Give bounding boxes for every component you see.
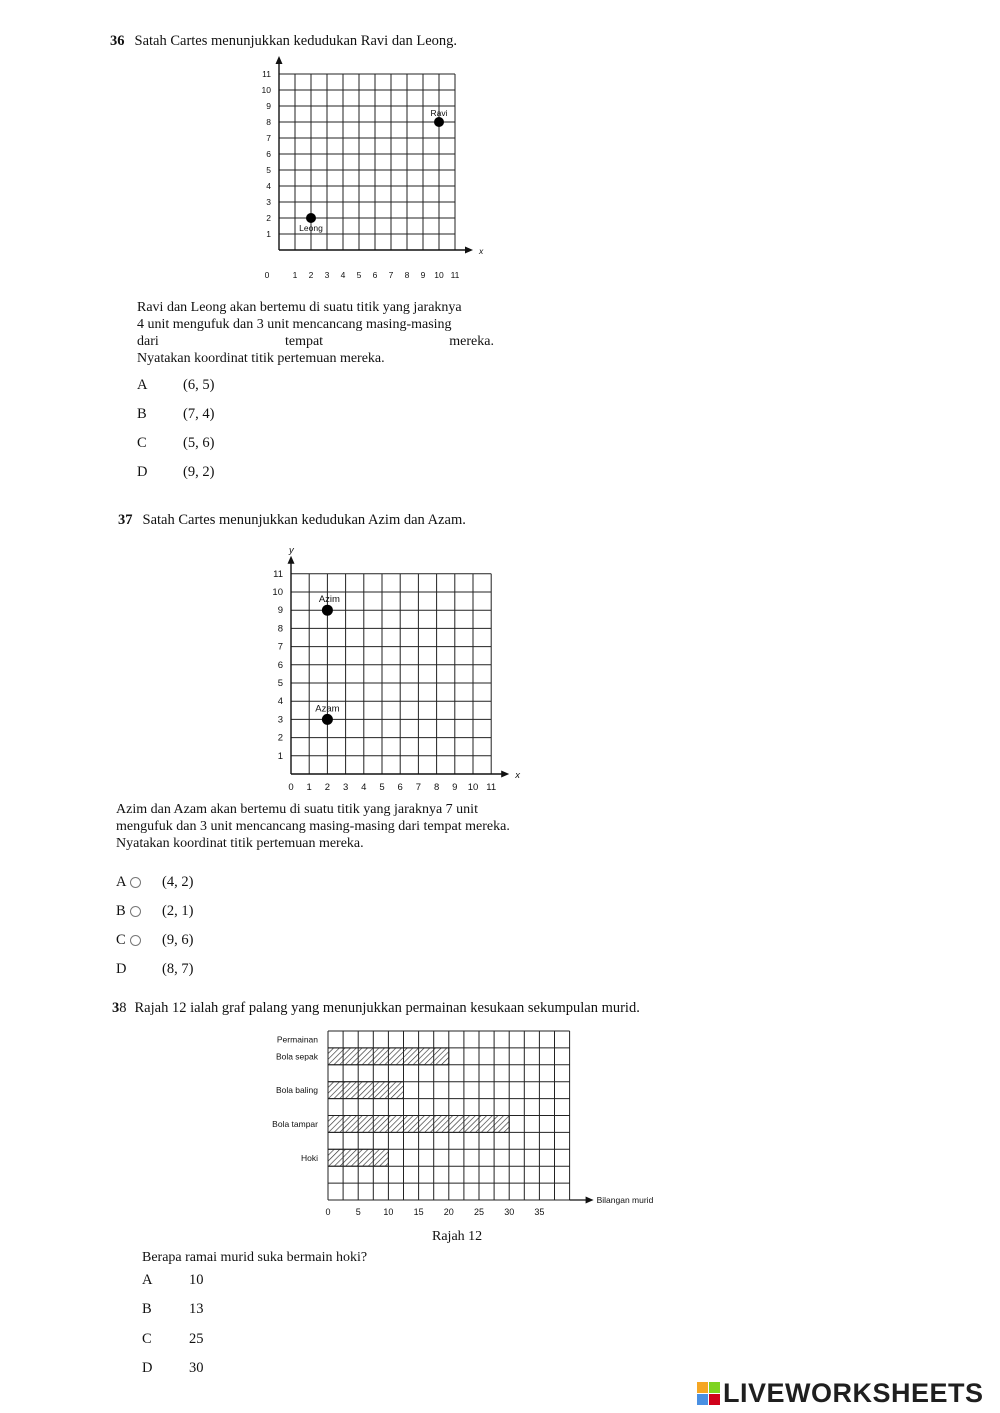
y-tick-label: 11 [273, 568, 283, 580]
x-tick-label: 30 [504, 1207, 515, 1217]
q36-option-d[interactable] [137, 464, 214, 481]
q36-line-3-a: dari [137, 334, 159, 349]
y-tick-label: 8 [277, 623, 283, 635]
q37-number: 37 [118, 512, 133, 528]
q36-question-text [137, 299, 494, 367]
point-label-leong: Leong [299, 223, 323, 233]
logo-square [697, 1394, 708, 1405]
q38-option-letter: D [142, 1360, 153, 1376]
x-tick-label: 1 [306, 782, 312, 793]
q37-line-2: mengufuk dan 3 unit mencancang masing-masing dari tempat mereka. [116, 819, 510, 834]
y-tick-label: 4 [266, 181, 271, 191]
x-axis-arrow-icon [586, 1197, 594, 1204]
x-tick-label: 11 [486, 782, 497, 793]
q36-title-text: Satah Cartes menunjukkan kedudukan Ravi dan Leong. [134, 33, 458, 49]
point-leong [306, 213, 316, 223]
q36-line-2: 4 unit mengufuk dan 3 unit mencancang masing-masing [137, 317, 452, 332]
chart-caption: Rajah 12 [432, 1229, 483, 1244]
y-tick-label: 10 [261, 85, 271, 95]
x-tick-label: 0 [264, 270, 270, 280]
q38-option-letter: B [142, 1301, 152, 1317]
x-tick-label: 35 [534, 1207, 545, 1217]
q38-bar-chart [255, 1030, 665, 1222]
y-tick-label: 1 [266, 229, 271, 239]
q38-option-a[interactable] [142, 1272, 204, 1289]
radio-button[interactable] [130, 935, 141, 946]
y-tick-label: 11 [262, 69, 271, 79]
x-tick-label: 7 [415, 782, 422, 793]
q38-option-letter: A [142, 1272, 153, 1288]
x-tick-label: 20 [443, 1207, 454, 1217]
q36-line-3 [137, 333, 494, 350]
logo-square [697, 1382, 708, 1393]
q36-option-value: (9, 2) [183, 464, 215, 480]
q37-option-value: (9, 6) [162, 932, 194, 948]
q38-title [112, 1000, 640, 1017]
radio-button[interactable] [130, 877, 141, 888]
q37-option-value: (8, 7) [162, 961, 194, 977]
x-tick-label: 3 [342, 782, 349, 793]
q36-option-value: (5, 6) [183, 435, 215, 451]
point-azam [322, 714, 333, 725]
q36-line-1: Ravi dan Leong akan bertemu di suatu titik yang jaraknya [137, 300, 462, 315]
q36-option-letter: A [137, 377, 148, 393]
x-axis-arrow-icon [465, 247, 473, 254]
x-axis-label: x [479, 246, 484, 256]
x-tick-label: 1 [292, 270, 298, 280]
x-axis-label: x [515, 770, 520, 781]
q37-option-value: (4, 2) [162, 874, 194, 890]
q38-option-c[interactable] [142, 1331, 204, 1348]
q37-option-a[interactable] [116, 874, 193, 891]
y-tick-label: 10 [272, 587, 283, 598]
y-tick-label: 9 [277, 605, 283, 617]
q36-option-value: (6, 5) [183, 377, 215, 393]
q37-option-value: (2, 1) [162, 903, 194, 919]
q36-option-letter: C [137, 435, 147, 451]
x-tick-label: 10 [467, 782, 479, 793]
q36-line-3-c: mereka. [449, 334, 494, 349]
q38-option-value: 25 [189, 1331, 204, 1347]
x-tick-label: 8 [404, 270, 410, 280]
q37-question-text [116, 801, 546, 852]
x-axis-arrow-icon [501, 771, 509, 778]
x-tick-label: 2 [308, 270, 314, 280]
y-tick-label: 6 [277, 659, 283, 671]
q37-title [118, 512, 466, 529]
point-ravi [434, 117, 444, 127]
bar-bola-baling [328, 1082, 404, 1099]
q36-number: 36 [110, 33, 125, 49]
x-tick-label: 8 [433, 782, 440, 793]
q36-option-letter: B [137, 406, 147, 422]
y-axis-title: Permainan [276, 1034, 318, 1045]
y-tick-label: 5 [266, 165, 271, 175]
q37-option-letter: C [116, 932, 126, 948]
q38-title-text: Rajah 12 ialah graf palang yang menunjukkan permainan kesukaan sekumpulan murid. [134, 1000, 640, 1016]
x-tick-label: 11 [450, 270, 460, 280]
point-azim [322, 605, 333, 616]
q38-number-b: 8 [119, 1000, 127, 1016]
q36-option-letter: D [137, 464, 148, 480]
y-tick-label: 4 [277, 696, 283, 708]
q38-option-letter: C [142, 1331, 152, 1347]
category-label: Bola sepak [275, 1051, 318, 1062]
x-tick-label: 0 [325, 1207, 331, 1217]
q38-option-value: 13 [189, 1301, 204, 1317]
y-tick-label: 7 [266, 133, 271, 143]
y-tick-label: 2 [266, 213, 271, 223]
x-tick-label: 3 [324, 270, 330, 280]
y-axis-arrow-icon [288, 556, 295, 564]
q37-option-c[interactable] [116, 932, 193, 949]
q36-cartesian-graph [250, 55, 495, 285]
point-label-ravi: Ravi [430, 108, 448, 118]
y-axis-label: y [289, 544, 294, 556]
x-tick-label: 4 [361, 782, 367, 793]
x-tick-label: 10 [434, 270, 444, 280]
q38-option-b[interactable] [142, 1301, 204, 1318]
category-label: Hoki [300, 1152, 318, 1163]
q37-line-3: Nyatakan koordinat titik pertemuan mereka. [116, 836, 364, 851]
x-tick-label: 25 [473, 1207, 485, 1217]
x-tick-label: 6 [372, 270, 378, 280]
x-tick-label: 4 [340, 270, 346, 280]
point-label-azim: Azim [318, 594, 340, 606]
y-tick-label: 5 [277, 678, 283, 689]
y-tick-label: 9 [266, 101, 271, 111]
q36-title [110, 33, 457, 50]
x-tick-label: 0 [288, 782, 294, 793]
q37-cartesian-graph [262, 538, 530, 796]
x-tick-label: 15 [413, 1207, 424, 1217]
x-tick-label: 5 [356, 270, 362, 280]
q36-line-4: Nyatakan koordinat titik pertemuan mereka. [137, 351, 385, 366]
q38-option-d[interactable] [142, 1360, 204, 1377]
x-tick-label: 5 [355, 1207, 361, 1217]
y-axis-arrow-icon [276, 56, 283, 64]
logo-squares-icon [697, 1382, 721, 1406]
x-tick-label: 7 [388, 270, 394, 280]
y-tick-label: 3 [266, 197, 271, 207]
q38-number-a: 3 [112, 1000, 120, 1016]
q38-option-value: 30 [189, 1360, 204, 1376]
y-tick-label: 7 [277, 641, 283, 653]
q36-option-value: (7, 4) [183, 406, 215, 422]
x-tick-label: 10 [383, 1207, 394, 1217]
x-axis-label: Bilangan murid [596, 1195, 654, 1205]
q36-line-3-b: tempat [284, 334, 324, 349]
q37-option-letter: B [116, 903, 126, 919]
x-tick-label: 9 [420, 270, 426, 280]
q36-option-b[interactable] [137, 406, 214, 423]
y-tick-label: 6 [266, 149, 271, 159]
radio-button[interactable] [130, 906, 141, 917]
q37-option-b[interactable] [116, 903, 193, 920]
q37-title-text: Satah Cartes menunjukkan kedudukan Azim dan Azam. [142, 512, 466, 528]
logo-square [709, 1382, 720, 1393]
q38-question: Berapa ramai murid suka bermain hoki? [142, 1250, 368, 1265]
q37-line-1: Azim dan Azam akan bertemu di suatu titik yang jaraknya 7 unit [116, 802, 478, 817]
y-tick-label: 2 [277, 732, 283, 744]
category-label: Bola baling [275, 1085, 318, 1096]
liveworksheets-logo[interactable] [697, 1378, 984, 1409]
category-label: Bola tampar [272, 1118, 318, 1129]
q37-option-letter: A [116, 874, 127, 890]
q37-option-d[interactable] [116, 961, 193, 978]
q36-option-c[interactable] [137, 435, 214, 452]
brand-text: LIVEWORKSHEETS [723, 1378, 984, 1408]
logo-square [709, 1394, 720, 1405]
y-tick-label: 3 [277, 714, 283, 726]
y-tick-label: 1 [277, 750, 283, 762]
q37-option-letter: D [116, 961, 127, 977]
point-label-azam: Azam [315, 703, 340, 715]
x-tick-label: 6 [397, 782, 403, 793]
q36-option-a[interactable] [137, 377, 214, 394]
x-tick-label: 9 [452, 782, 458, 793]
y-tick-label: 8 [266, 117, 271, 127]
q38-option-value: 10 [189, 1272, 204, 1288]
x-tick-label: 5 [379, 782, 385, 793]
x-tick-label: 2 [324, 782, 331, 793]
